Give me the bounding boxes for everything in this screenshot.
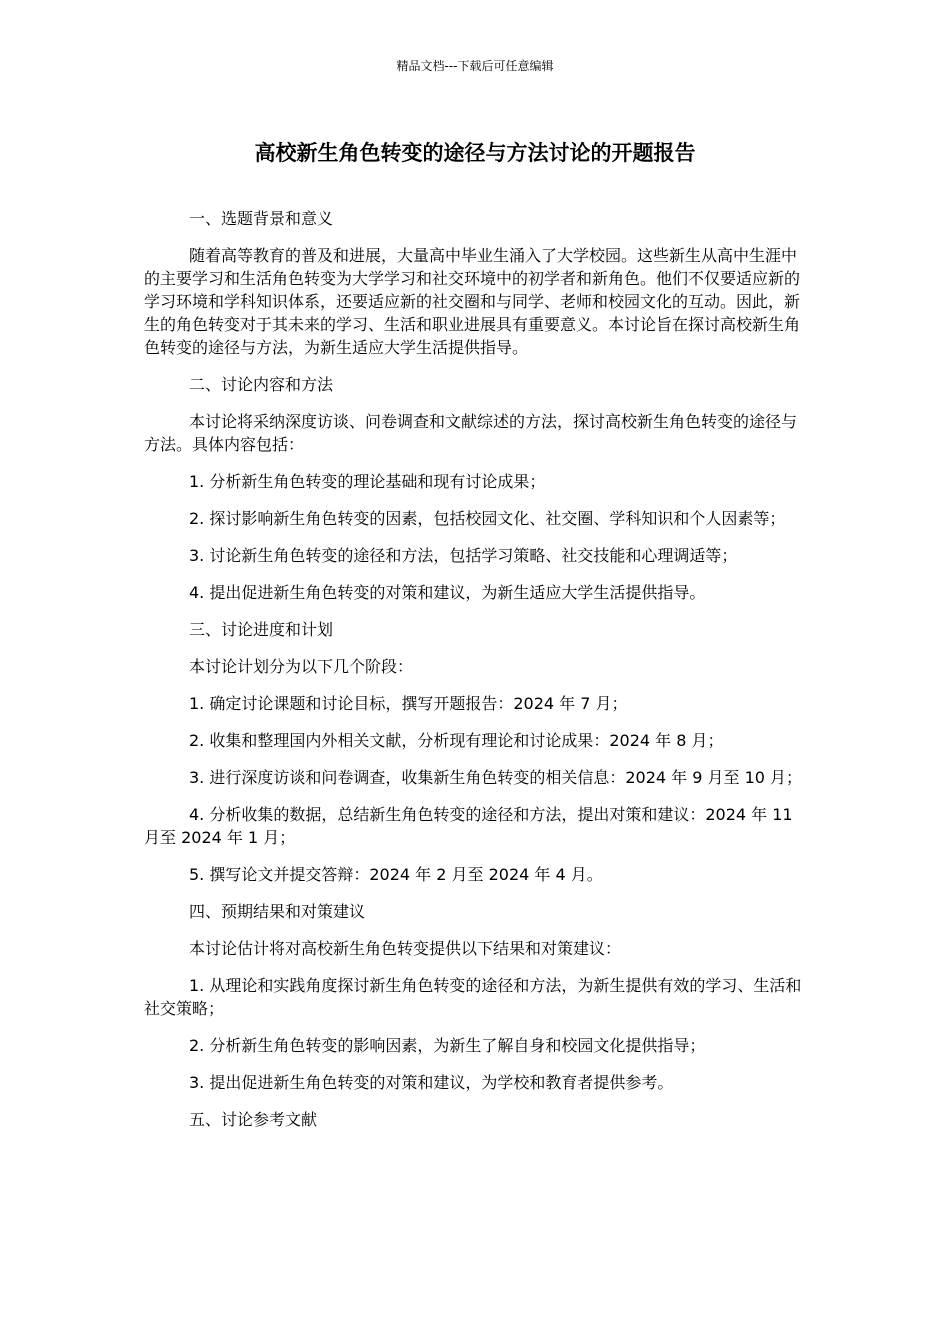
list-item-content-2: 2. 探讨影响新生角色转变的因素，包括校园文化、社交圈、学科知识和个人因素等； <box>189 509 786 528</box>
page-header: 精品文档---下载后可任意编辑 <box>396 59 554 73</box>
list-item-schedule-1: 1. 确定讨论课题和讨论目标，撰写开题报告：2024 年 7 月； <box>189 694 628 713</box>
section-heading-background: 一、选题背景和意义 <box>189 209 334 228</box>
paragraph-background: 随着高等教育的普及和进展，大量高中毕业生涌入了大学校园。这些新生从高中生涯中的主要学习和生活角色转变为大学学习和社交环境中的初学者和新角色。他们不仅要适应新的学习环境和学科知识体系，还要适应新的社交圈和与同学、老师和校园文化的互动。因此，新生的角色转变对于其未来的学习、生活和职业进展具有重要意义。本讨论旨在探讨高校新生角色转变的途径与方法，为新生适应大学生活提供指导。 <box>144 246 801 357</box>
list-item-content-4: 4. 提出促进新生角色转变的对策和建议，为新生适应大学生活提供指导。 <box>189 583 706 602</box>
document-body <box>144 207 806 1145</box>
section-heading-schedule: 三、讨论进度和计划 <box>189 620 334 639</box>
list-item-content-1: 1. 分析新生角色转变的理论基础和现有讨论成果； <box>189 472 546 491</box>
list-item-results-3: 3. 提出促进新生角色转变的对策和建议，为学校和教育者提供参考。 <box>189 1073 674 1092</box>
paragraph-results-intro: 本讨论估计将对高校新生角色转变提供以下结果和对策建议： <box>189 939 622 958</box>
list-item-results-1: 1. 从理论和实践角度探讨新生角色转变的途径和方法，为新生提供有效的学习、生活和社交策略； <box>144 976 802 1018</box>
list-item-schedule-4: 4. 分析收集的数据，总结新生角色转变的途径和方法，提出对策和建议：2024 年 11 月至 2024 年 1 月； <box>144 805 793 847</box>
section-heading-results: 四、预期结果和对策建议 <box>189 902 366 921</box>
paragraph-schedule-intro: 本讨论计划分为以下几个阶段： <box>189 657 414 676</box>
list-item-content-3: 3. 讨论新生角色转变的途径和方法，包括学习策略、社交技能和心理调适等； <box>189 546 738 565</box>
list-item-schedule-5: 5. 撰写论文并提交答辩：2024 年 2 月至 2024 年 4 月。 <box>189 865 603 884</box>
document-title: 高校新生角色转变的途径与方法讨论的开题报告 <box>254 141 696 165</box>
paragraph-method-intro: 本讨论将采纳深度访谈、问卷调查和文献综述的方法，探讨高校新生角色转变的途径与方法。具体内容包括： <box>144 412 798 454</box>
list-item-results-2: 2. 分析新生角色转变的影响因素，为新生了解自身和校园文化提供指导； <box>189 1036 706 1055</box>
list-item-schedule-3: 3. 进行深度访谈和问卷调查，收集新生角色转变的相关信息：2024 年 9 月至 10 月； <box>189 768 803 787</box>
section-heading-content-method: 二、讨论内容和方法 <box>189 375 334 394</box>
list-item-schedule-2: 2. 收集和整理国内外相关文献，分析现有理论和讨论成果：2024 年 8 月； <box>189 731 724 750</box>
section-heading-references: 五、讨论参考文献 <box>189 1110 318 1129</box>
